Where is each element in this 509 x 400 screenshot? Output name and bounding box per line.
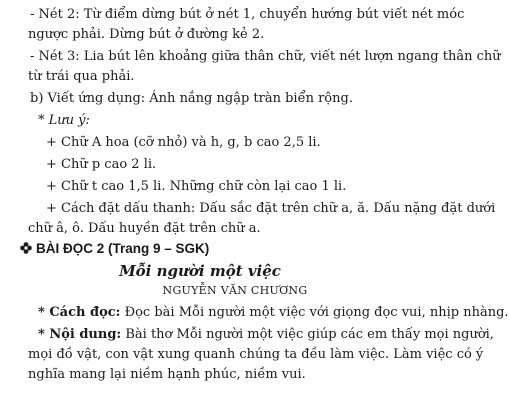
stroke2-line1: - Nét 2: Từ điểm dừng bút ở nét 1, chuyển hướng bút viết nét móc [30, 7, 465, 22]
content-summary-line2: mọi đồ vật, con vật xung quanh chúng ta đều làm việc. Làm việc có ý [28, 347, 484, 362]
note-label: * Lưu ý: [38, 113, 90, 128]
stroke3-line1: - Nét 3: Lia bút lên khoảng giữa thân chữ, viết nét lượn ngang thân chữ [30, 49, 501, 64]
note-item: + Chữ p cao 2 li. [46, 157, 157, 172]
stroke2-line2: ngược phải. Dừng bút ở đường kẻ 2. [28, 27, 265, 42]
reading-instruction-text: Đọc bài Mỗi người một việc với giọng đọc vui, nhịp nhàng. [120, 305, 509, 320]
note-item: + Cách đặt dấu thanh: Dấu sắc đặt trên chữ a, ă. Dấu nặng đặt dưới [46, 201, 496, 216]
content-summary-text: Bài thơ Mỗi người một việc giúp các em thấy mọi người, [121, 327, 494, 342]
note-item-continued: chữ â, ô. Dấu huyền đặt trên chữ a. [28, 221, 261, 236]
reading-heading-text: BÀI ĐỌC 2 (Trang 9 – SGK) [36, 241, 210, 256]
content-summary-label: * Nội dung: [38, 327, 122, 342]
reading-instruction-label: * Cách đọc: [38, 305, 121, 320]
reading-instruction [38, 304, 509, 322]
content-summary-line1 [38, 326, 494, 344]
note-item: + Chữ t cao 1,5 li. Những chữ còn lại cao 1 li. [46, 179, 347, 194]
stroke3-line2: từ trái qua phải. [28, 69, 135, 84]
note-item: + Chữ A hoa (cỡ nhỏ) và h, g, b cao 2,5 li. [46, 135, 321, 150]
reading-section-heading [20, 240, 209, 258]
poem-author: NGUYỄN VĂN CHƯƠNG [162, 284, 308, 297]
poem-title: Mỗi người một việc [119, 262, 281, 280]
application-line: b) Viết ứng dụng: Ánh nắng ngập tràn biển rộng. [30, 91, 353, 106]
content-summary-line3: nghĩa mang lại niềm hạnh phúc, niềm vui. [28, 367, 306, 382]
flower-icon [20, 242, 32, 254]
